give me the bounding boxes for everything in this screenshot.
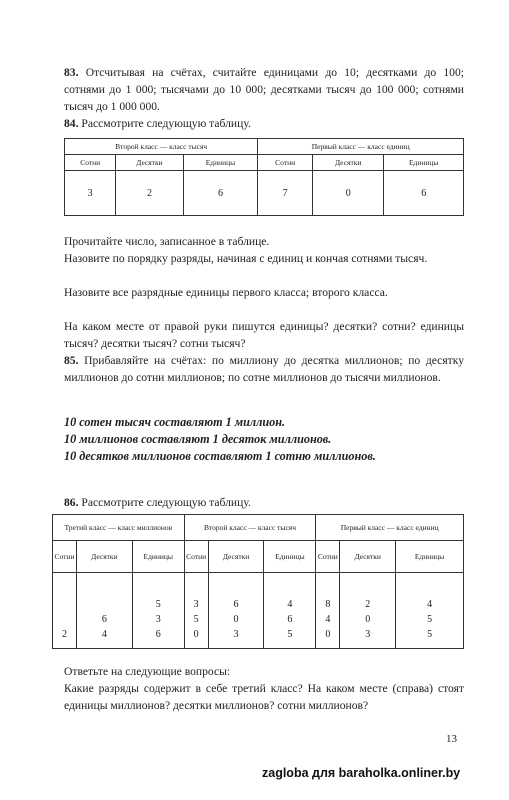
footer-watermark: zagloba для baraholka.onliner.by	[262, 766, 461, 780]
digit: 4	[427, 599, 433, 610]
table-86-col-header: Десятки	[208, 541, 264, 573]
digit: 0	[193, 629, 199, 640]
table-84-cell: 0	[312, 171, 383, 216]
exercise-84-heading	[64, 115, 464, 132]
exercise-83-text: Отсчитывая на счётах, считайте единицами до 10; десятками до 100; сотнями до 1 000; тысячами до 10 000; десятками тысяч до 100 000; сотнями тысяч до 1 000 000.	[64, 66, 464, 113]
exercise-86-number: 86.	[64, 496, 79, 509]
table-84-cell: 2	[116, 171, 183, 216]
rule-1: 10 сотен тысяч составляют 1 миллион.	[64, 415, 286, 429]
digit: 3	[233, 629, 239, 640]
table-86-column-cell	[132, 573, 184, 649]
table-84-col-header: Единицы	[384, 155, 464, 171]
digit: 5	[193, 614, 199, 625]
table-86-class3-header: Третий класс — класс миллионов	[53, 515, 185, 541]
digit: 5	[427, 614, 433, 625]
table-86-col-header: Единицы	[132, 541, 184, 573]
table-86-col-header: Десятки	[340, 541, 396, 573]
table-86-column-cell	[316, 573, 340, 649]
digit: 4	[325, 614, 331, 625]
table-86-column-cell	[340, 573, 396, 649]
digit: 3	[365, 629, 371, 640]
digit: 5	[427, 629, 433, 640]
exercise-83	[64, 64, 464, 115]
digit: 4	[287, 599, 293, 610]
table-86-column-cell	[53, 573, 77, 649]
exercise-84-question-1: Прочитайте число, записанное в таблице.	[64, 235, 270, 248]
table-86-col-header: Сотни	[53, 541, 77, 573]
exercise-84-number: 84.	[64, 117, 79, 130]
table-86	[52, 514, 464, 649]
digit: 6	[287, 614, 293, 625]
digit: 5	[155, 599, 161, 610]
table-84-class2-header: Второй класс — класс тысяч	[65, 139, 258, 155]
digit: 6	[155, 629, 161, 640]
exercise-86-heading	[64, 494, 464, 511]
exercise-84-question-2: Назовите по порядку разряды, начиная с единиц и кончая сотнями тысяч.	[64, 252, 428, 265]
table-84-cell: 7	[258, 171, 313, 216]
digit: 4	[101, 629, 107, 640]
digit: 0	[365, 614, 371, 625]
rule-2: 10 миллионов составляют 1 десяток миллионов.	[64, 432, 332, 446]
table-86-col-header: Десятки	[76, 541, 132, 573]
digit: 6	[101, 614, 107, 625]
table-86-class2-header: Второй класс — класс тысяч	[184, 515, 316, 541]
table-84-col-header: Сотни	[65, 155, 116, 171]
table-86-column-cell	[396, 573, 464, 649]
page-number: 13	[446, 733, 457, 745]
table-86-col-header: Единицы	[264, 541, 316, 573]
exercise-86-text: Рассмотрите следующую таблицу.	[81, 496, 251, 509]
exercise-84-question-3: Назовите все разрядные единицы первого класса; второго класса.	[64, 286, 388, 299]
exercise-84-text: Рассмотрите следующую таблицу.	[81, 117, 251, 130]
digit: 3	[193, 599, 199, 610]
digit: 0	[233, 614, 239, 625]
table-86-col-header: Сотни	[184, 541, 208, 573]
table-86-column-cell	[264, 573, 316, 649]
exercise-86-question-text: Какие разряды содержит в себе третий класс? На каком месте (справа) стоят единицы миллионов? десятки миллионов? сотни миллионов?	[64, 682, 464, 712]
digit: 2	[365, 599, 371, 610]
table-84-col-header: Сотни	[258, 155, 313, 171]
exercise-86-question-intro: Ответьте на следующие вопросы:	[64, 665, 231, 678]
digit: 3	[155, 614, 161, 625]
table-84-col-header: Десятки	[116, 155, 183, 171]
table-86-column-cell	[208, 573, 264, 649]
table-84-cell: 6	[384, 171, 464, 216]
table-86-col-header: Сотни	[316, 541, 340, 573]
table-84-cell: 3	[65, 171, 116, 216]
exercise-83-number: 83.	[64, 66, 79, 79]
table-86-class1-header: Первый класс — класс единиц	[316, 515, 464, 541]
exercise-84-question-4: На каком месте от правой руки пишутся единицы? десятки? сотни? единицы тысяч? десятки тысяч? сотни тысяч?	[64, 320, 464, 350]
exercise-85	[64, 352, 464, 386]
digit: 5	[287, 629, 293, 640]
digit: 0	[325, 629, 331, 640]
table-86-column-cell	[76, 573, 132, 649]
table-84-cell: 6	[183, 171, 258, 216]
exercise-85-text: Прибавляйте на счётах: по миллиону до десятка миллионов; по десятку миллионов до сотни миллионов; по сотне миллионов до тысячи миллионов.	[64, 354, 464, 384]
digit: 2	[61, 629, 67, 640]
table-84-col-header: Десятки	[312, 155, 383, 171]
digit: 6	[233, 599, 239, 610]
digit: 8	[325, 599, 331, 610]
table-84-class1-header: Первый класс — класс единиц	[258, 139, 464, 155]
table-84	[64, 138, 464, 216]
table-86-col-header: Единицы	[396, 541, 464, 573]
table-84-col-header: Единицы	[183, 155, 258, 171]
table-86-column-cell	[184, 573, 208, 649]
rule-3: 10 десятков миллионов составляют 1 сотню миллионов.	[64, 449, 376, 463]
exercise-85-number: 85.	[64, 354, 79, 367]
